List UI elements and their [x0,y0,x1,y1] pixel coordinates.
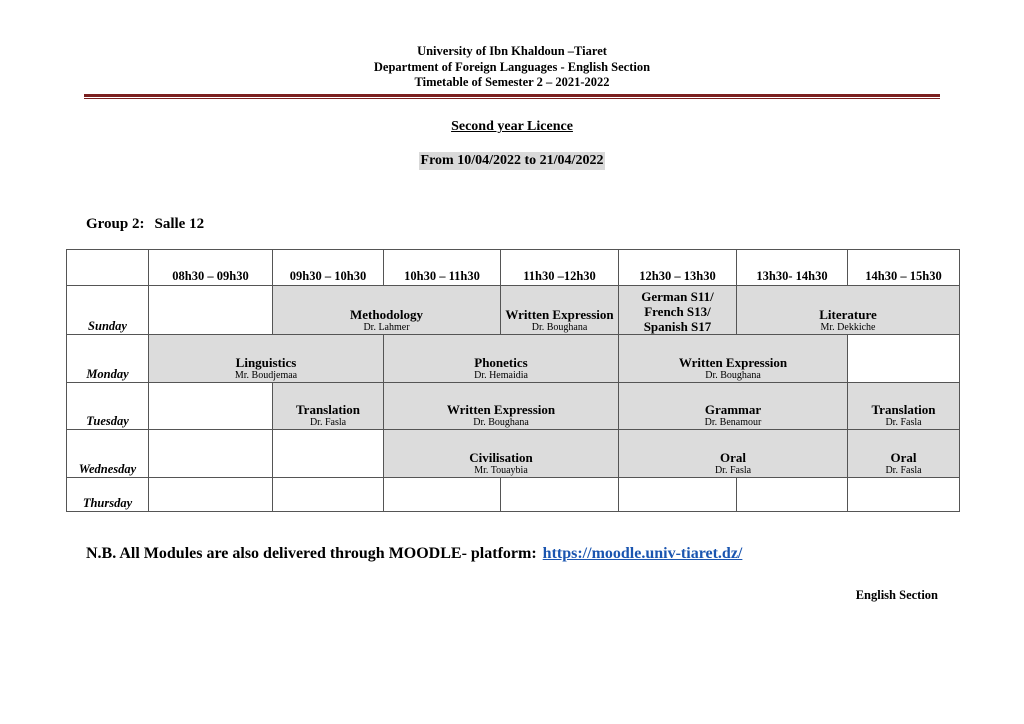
day-row-monday [67,335,960,383]
day-row-sunday [67,286,960,335]
empty-slot [149,383,273,430]
document-header [0,44,1024,91]
day-label: Sunday [67,286,149,335]
day-row-tuesday [67,383,960,430]
class-cell [384,430,619,478]
empty-slot [149,430,273,478]
date-range-container [0,151,1024,170]
teacher-name: Dr. Lahmer [363,322,410,333]
module-name: Literature [819,307,877,322]
class-cell [848,430,960,478]
moodle-link[interactable]: https://moodle.univ-tiaret.dz/ [542,545,743,562]
empty-slot [619,478,737,512]
timetable [66,249,960,512]
timetable-title: Timetable of Semester 2 – 2021-2022 [414,75,610,89]
teacher-name: Dr. Boughana [705,370,761,381]
class-level-title: Second year Licence [451,119,573,134]
group-info [86,216,204,233]
time-slot-header: 09h30 – 10h30 [273,250,384,286]
module-name: Translation [871,402,936,417]
class-cell [737,286,960,335]
module-name: Written Expression [505,307,614,322]
module-name: Written Expression [678,355,788,370]
teacher-name: Dr. Benamour [704,417,762,428]
footer-signature: English Section [855,588,938,602]
teacher-name: Dr. Fasla [309,417,347,428]
module-name: Oral [720,450,746,465]
empty-slot [273,478,384,512]
teacher-name: Dr. Fasla [885,465,922,476]
empty-slot [149,478,273,512]
class-cell [273,286,501,335]
class-cell [273,383,384,430]
empty-slot [149,286,273,335]
department-name: Department of Foreign Languages - English Section [373,59,651,74]
teacher-name: Dr. Fasla [885,417,922,428]
module-name: Civilisation [469,450,533,465]
moodle-note [86,545,742,563]
time-slot-header: 14h30 – 15h30 [848,250,960,286]
class-cell [501,286,619,335]
teacher-name: Dr. Fasla [714,465,752,476]
time-slot-header: 08h30 – 09h30 [149,250,273,286]
group-label: Group 2: [86,216,145,232]
class-cell [619,430,848,478]
class-cell [619,383,848,430]
teacher-name: Dr. Hemaidia [474,370,528,381]
class-cell [384,335,619,383]
empty-slot [848,478,960,512]
empty-slot [848,335,960,383]
module-name: Phonetics [474,355,528,370]
module-name: Written Expression [446,402,556,417]
module-name: Grammar [704,402,762,417]
teacher-name: Mr. Touaybia [474,465,528,476]
time-header-row [67,250,960,286]
empty-slot [501,478,619,512]
header-rule-thin [84,98,940,99]
room-label: Salle 12 [154,216,205,232]
day-row-wednesday [67,430,960,478]
day-label: Monday [67,335,149,383]
empty-slot [737,478,848,512]
day-label: Tuesday [67,383,149,430]
class-cell [149,335,384,383]
module-name: Linguistics [235,355,297,370]
class-cell [848,383,960,430]
teacher-name: Mr. Boudjemaa [234,370,298,381]
module-name: Methodology [350,307,423,322]
class-cell [619,335,848,383]
class-cell [619,286,737,335]
time-slot-header: 10h30 – 11h30 [384,250,501,286]
corner-cell [67,250,149,286]
module-name: German S11/ French S13/ Spanish S17 [641,289,714,334]
time-slot-header: 13h30- 14h30 [737,250,848,286]
teacher-name: Dr. Boughana [473,417,529,428]
time-slot-header: 11h30 –12h30 [501,250,619,286]
class-cell [384,383,619,430]
module-name: Translation [295,402,361,417]
header-rule-thick [84,94,940,97]
teacher-name: Dr. Boughana [531,322,588,333]
day-label: Thursday [67,478,149,512]
module-name: Oral [890,450,917,465]
day-row-thursday [67,478,960,512]
date-range: From 10/04/2022 to 21/04/2022 [420,153,604,168]
note-text: N.B. All Modules are also delivered through MOODLE- platform: [86,545,537,562]
university-name: University of Ibn Khaldoun –Tiaret [417,44,607,58]
day-label: Wednesday [67,430,149,478]
teacher-name: Mr. Dekkiche [820,322,876,333]
empty-slot [273,430,384,478]
empty-slot [384,478,501,512]
time-slot-header: 12h30 – 13h30 [619,250,737,286]
